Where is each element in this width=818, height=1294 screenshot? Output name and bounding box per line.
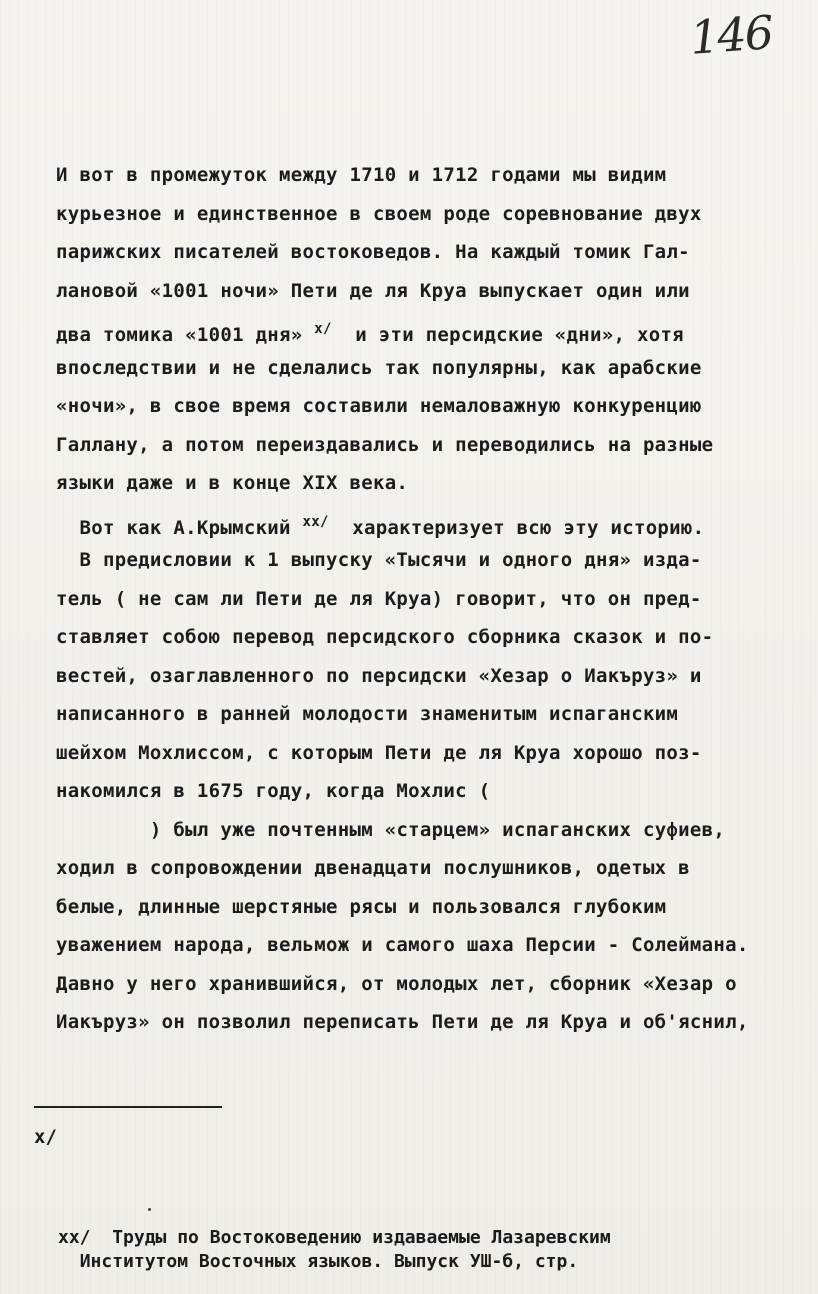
line-text: шейхом Мохлиссом, с которым Пети де ля Круа хорошо поз- <box>56 741 702 764</box>
text-line <box>56 657 816 696</box>
text-line <box>56 464 816 503</box>
line-text: «ночи», в свое время составили немаловажную конкуренцию <box>56 395 702 417</box>
line-text: уважением народа, вельмож и самого шаха Персии - Солеймана. <box>56 934 749 956</box>
text-line <box>56 387 816 426</box>
line-text: Иакъруз» он позволил переписать Пети де ля Круа и об'яснил, <box>56 1011 749 1033</box>
line-text: написанного в ранней молодости знаменитым испаганским <box>56 703 679 725</box>
line-text: В предисловии к 1 выпуску «Тысячи и одного дня» изда- <box>79 549 702 571</box>
text-line <box>56 618 816 657</box>
footnote-ref: xx/ <box>302 513 329 530</box>
footnote-ref: x/ <box>314 321 332 337</box>
line-text: белые, длинные шерстяные рясы и пользовался глубоким <box>56 895 667 918</box>
text-line <box>56 156 816 195</box>
text-line <box>56 1003 816 1042</box>
line-text: Давно у него хранившийся, от молодых лет, сборник «Хезар о <box>56 972 737 995</box>
line-text: лановой «1001 ночи» Пети де ля Круа выпускает один или <box>56 279 690 302</box>
text-line <box>56 503 816 542</box>
footnote-2 <box>58 1226 611 1274</box>
text-line <box>56 426 816 465</box>
text-line <box>56 580 816 619</box>
text-line <box>56 195 816 234</box>
text-line <box>56 849 816 888</box>
line-text: языки даже и в конце XIX века. <box>56 472 409 494</box>
line-text: характеризует всю эту историю. <box>352 516 705 539</box>
line-text: И вот в промежуток между 1710 и 1712 годами мы видим <box>56 164 667 186</box>
text-line <box>56 695 816 734</box>
line-text: и эти персидские «дни», хотя <box>355 324 684 346</box>
text-line <box>56 811 816 850</box>
line-text: парижских писателей востоковедов. На каждый томик Гал- <box>56 241 690 263</box>
line-text: два томика «1001 дня» <box>56 324 303 346</box>
text-line <box>56 926 816 965</box>
text-line <box>56 272 816 311</box>
page-number: 146 <box>688 5 774 65</box>
line-text: накомился в 1675 году, когда Мохлис ( <box>56 780 491 802</box>
line-text: ходил в сопровождении двенадцати послушников, одетых в <box>56 857 690 879</box>
text-line <box>56 965 816 1004</box>
text-line <box>56 888 816 927</box>
line-text: впоследствии и не сделались так популярны, как арабские <box>56 356 702 379</box>
line-text: вестей, озаглавленного по персидски «Хезар о Иакъруз» и <box>56 664 702 687</box>
footnote-2-mark: xx/ <box>58 1227 91 1248</box>
speck <box>148 1208 151 1211</box>
line-text: ) был уже почтенным «старцем» испаганских суфиев, <box>149 818 726 841</box>
line-text: Галлану, а потом переиздавались и переводились на разные <box>56 433 714 456</box>
line-text: курьезное и единственное в своем роде соревнование двух <box>56 202 702 225</box>
text-line <box>56 772 816 811</box>
text-line <box>56 310 816 349</box>
footnote-1-mark: x/ <box>34 1126 57 1148</box>
body-text <box>56 156 816 1042</box>
text-line <box>56 541 816 580</box>
line-text: тель ( не сам ли Пети де ля Круа) говорит, что он пред- <box>56 587 702 610</box>
line-text: ставляет собою перевод персидского сборника сказок и по- <box>56 626 714 648</box>
footnote-2-line-1: Труды по Востоковедению издаваемые Лазаревским <box>112 1227 611 1248</box>
text-line <box>56 233 816 272</box>
line-text: Вот как А.Крымский <box>79 516 291 539</box>
footnote-divider <box>34 1106 222 1108</box>
footnote-2-line-2: Институтом Восточных языков. Выпуск УШ-б, стр. <box>79 1251 579 1272</box>
text-line <box>56 349 816 388</box>
text-line <box>56 734 816 773</box>
